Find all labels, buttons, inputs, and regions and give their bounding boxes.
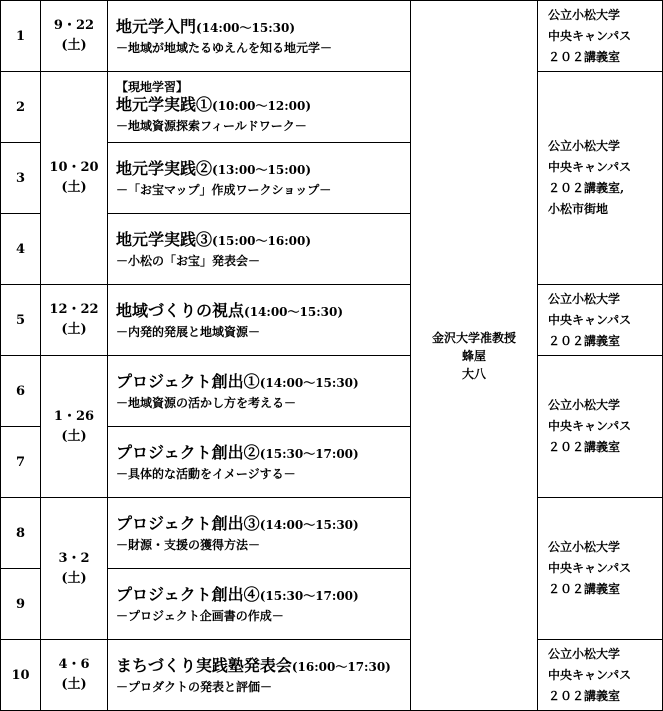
session-subtitle: －小松の「お宝」発表会－ <box>116 253 261 268</box>
venue-line: ２０２講義室 <box>548 582 621 596</box>
venue-line: 中央キャンパス <box>548 312 632 327</box>
venue-line: 公立小松大学 <box>548 398 621 412</box>
weekday-text: (土) <box>61 570 87 586</box>
session-title: プロジェクト創出③ <box>116 513 260 533</box>
session-title: 地元学実践② <box>116 158 213 178</box>
weekday-text: (土) <box>61 677 87 692</box>
session-content <box>108 285 411 356</box>
session-title-line <box>116 371 410 394</box>
session-title-line <box>116 300 410 323</box>
session-date <box>41 72 108 285</box>
session-number: 8 <box>1 498 41 569</box>
date-text: 9・22 <box>53 18 95 33</box>
session-time: (13:00～15:00) <box>212 162 312 177</box>
session-title: プロジェクト創出② <box>116 442 260 462</box>
session-subtitle: －プロダクトの発表と評価－ <box>116 679 273 694</box>
session-subtitle: －地域が地域たるゆえんを知る地元学－ <box>116 40 333 55</box>
venue-line: 公立小松大学 <box>548 139 621 153</box>
lecturer-name <box>411 347 537 383</box>
session-title-line <box>116 584 410 607</box>
session-title: プロジェクト創出① <box>116 371 260 391</box>
session-time: (15:30～17:00) <box>259 588 359 603</box>
venue-line: 公立小松大学 <box>548 291 621 306</box>
venue-cell <box>538 640 663 711</box>
session-time: (16:00～17:30) <box>291 659 391 674</box>
date-text: 3・2 <box>58 550 90 566</box>
venue-line: 公立小松大学 <box>548 646 621 661</box>
venue-line: 公立小松大学 <box>548 540 621 554</box>
table-row <box>1 498 663 569</box>
session-subtitle: －プロジェクト企画書の作成－ <box>116 608 284 623</box>
session-title-line <box>116 442 410 465</box>
session-content <box>108 1 411 72</box>
session-date <box>41 285 108 356</box>
weekday-text: (土) <box>61 322 87 337</box>
session-content <box>108 640 411 711</box>
session-title: プロジェクト創出④ <box>116 584 260 604</box>
session-title-line <box>116 94 410 117</box>
session-subtitle: －具体的な活動をイメージする－ <box>116 466 296 481</box>
venue-line: 中央キャンパス <box>548 667 632 682</box>
session-title-line <box>116 16 410 39</box>
session-subtitle: －内発的発展と地域資源－ <box>116 324 261 339</box>
venue-line: ２０２講義室 <box>548 688 621 703</box>
venue-cell <box>538 72 663 285</box>
session-subtitle: －地域資源探索フィールドワーク－ <box>116 118 307 133</box>
session-subtitle: －地域資源の活かし方を考える－ <box>116 395 297 410</box>
session-title: 地元学実践① <box>116 94 213 114</box>
table-row <box>1 640 663 711</box>
session-number: 7 <box>1 427 41 498</box>
session-date <box>41 1 108 72</box>
venue-cell <box>538 1 663 72</box>
table-row <box>1 1 663 72</box>
weekday-text: (土) <box>61 180 87 195</box>
session-number: 3 <box>1 143 41 214</box>
field-study-tag: 【現地学習】 <box>116 79 189 94</box>
session-content <box>108 356 411 427</box>
session-time: (14:00～15:30) <box>244 304 344 319</box>
session-number: 9 <box>1 569 41 640</box>
session-number: 6 <box>1 356 41 427</box>
session-subtitle: －「お宝マップ」作成ワークショップ－ <box>116 182 332 197</box>
table-row <box>1 356 663 427</box>
session-time: (15:30～17:00) <box>259 446 359 461</box>
date-text: 10・20 <box>49 160 99 175</box>
session-time: (14:00～15:30) <box>259 517 359 532</box>
session-time: (10:00～12:00) <box>212 98 312 113</box>
lecturer-given-name: 大八 <box>461 366 486 381</box>
session-time: (14:00～15:30) <box>196 20 296 35</box>
session-title: 地域づくりの視点 <box>116 300 245 320</box>
table-row <box>1 72 663 143</box>
session-title-line <box>116 158 410 181</box>
venue-line: 中央キャンパス <box>548 160 632 174</box>
weekday-text: (土) <box>61 38 87 53</box>
lecturer-surname: 蜂屋 <box>461 348 486 363</box>
session-number: 1 <box>1 1 41 72</box>
session-date <box>41 640 108 711</box>
session-time: (14:00～15:30) <box>259 375 359 390</box>
venue-line: 公立小松大学 <box>548 7 621 22</box>
session-date <box>41 498 108 640</box>
session-title-line <box>116 513 410 536</box>
weekday-text: (土) <box>61 428 87 444</box>
session-subtitle: －財源・支援の獲得方法－ <box>116 537 261 552</box>
session-content <box>108 427 411 498</box>
venue-line: ２０２講義室 <box>548 49 621 64</box>
date-text: 4・6 <box>58 657 90 672</box>
venue-line: 中央キャンパス <box>548 28 632 43</box>
session-number: 4 <box>1 214 41 285</box>
venue-line: ２０２講義室 <box>548 440 621 454</box>
session-time: (15:00～16:00) <box>212 233 312 248</box>
date-text: 1・26 <box>53 408 95 424</box>
session-number: 10 <box>1 640 41 711</box>
venue-line: ２０２講義室, <box>548 181 625 195</box>
session-content <box>108 143 411 214</box>
session-title: まちづくり実践塾発表会 <box>116 655 292 675</box>
venue-line: 小松市街地 <box>548 202 609 216</box>
venue-line: 中央キャンパス <box>548 419 632 433</box>
session-date <box>41 356 108 498</box>
session-number: 2 <box>1 72 41 143</box>
lecturer-affiliation: 金沢大学准教授 <box>431 330 516 345</box>
session-content <box>108 214 411 285</box>
session-title: 地元学実践③ <box>116 229 213 249</box>
venue-line: 中央キャンパス <box>548 561 632 575</box>
venue-cell <box>538 498 663 640</box>
lecturer-cell <box>411 1 538 711</box>
session-title: 地元学入門 <box>116 16 197 36</box>
table-row <box>1 285 663 356</box>
session-content <box>108 569 411 640</box>
session-content <box>108 498 411 569</box>
venue-cell <box>538 356 663 498</box>
session-title-line <box>116 655 410 678</box>
venue-line: ２０２講義室 <box>548 333 621 348</box>
session-content <box>108 72 411 143</box>
session-number: 5 <box>1 285 41 356</box>
session-title-line <box>116 229 410 252</box>
date-text: 12・22 <box>49 302 99 317</box>
venue-cell <box>538 285 663 356</box>
